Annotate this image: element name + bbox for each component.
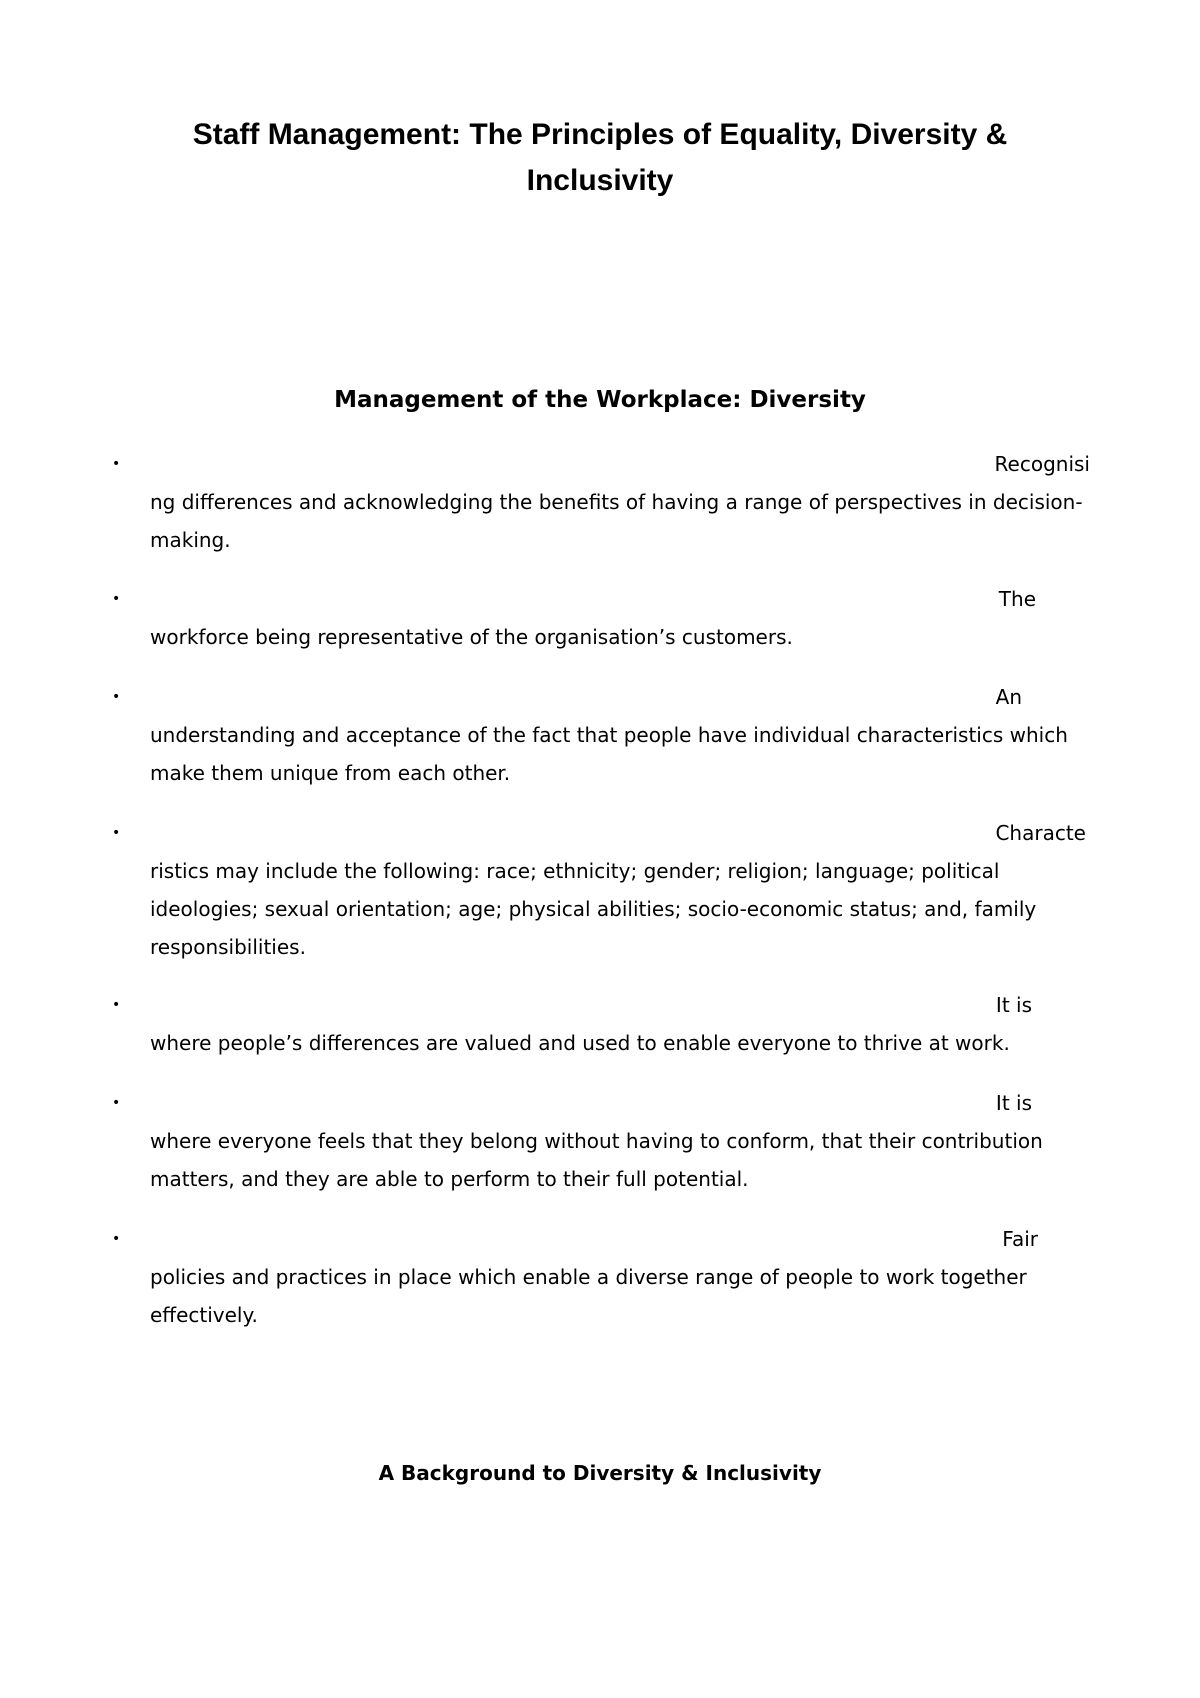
bullet-dot-icon: • [112, 825, 121, 841]
bullet-dot-icon: • [112, 456, 121, 472]
bullet-text: policies and practices in place which enable a diverse range of people to work together effectively. [150, 1265, 1027, 1327]
subsection-heading: A Background to Diversity & Inclusivity [378, 1461, 822, 1485]
document-title: Staff Management: The Principles of Equality, Diversity & Inclusivity [192, 118, 1008, 197]
list-item [112, 580, 1092, 656]
list-item [112, 814, 1092, 966]
bullet-text: ng differences and acknowledging the benefits of having a range of perspectives in decision-making. [150, 490, 1083, 552]
bullet-dot-icon: • [112, 591, 121, 607]
list-item [112, 678, 1092, 792]
bullet-lead-text: The [998, 587, 1036, 611]
bullet-dot-icon: • [112, 689, 121, 705]
bullet-text: where people’s differences are valued and used to enable everyone to thrive at work. [150, 1031, 1010, 1055]
list-item [112, 1084, 1092, 1198]
bullet-lead-text: Fair [1002, 1227, 1038, 1251]
bullet-text: ristics may include the following: race; ethnicity; gender; religion; language; political ideologies; sexual orientation; age; physical abilities; socio-economic status; and, family responsibilities. [150, 859, 1037, 959]
bullet-text: understanding and acceptance of the fact that people have individual characteristics which make them unique from each other. [150, 723, 1068, 785]
bullet-dot-icon: • [112, 1231, 121, 1247]
bullet-lead-text: It is [995, 1091, 1032, 1115]
bullet-dot-icon: • [112, 1095, 121, 1111]
list-item [112, 445, 1092, 559]
bullet-text: where everyone feels that they belong without having to conform, that their contribution matters, and they are able to perform to their full potential. [150, 1129, 1043, 1191]
list-item [112, 1220, 1092, 1334]
bullet-lead-text: An [995, 685, 1022, 709]
bullet-lead-text: Characte [995, 821, 1086, 845]
bullet-lead-text: It is [995, 993, 1032, 1017]
bullet-text: workforce being representative of the organisation’s customers. [150, 625, 793, 649]
bullet-dot-icon: • [112, 997, 121, 1013]
bullet-lead-text: Recognisi [994, 452, 1090, 476]
list-item [112, 986, 1092, 1062]
section-heading: Management of the Workplace: Diversity [334, 387, 866, 413]
